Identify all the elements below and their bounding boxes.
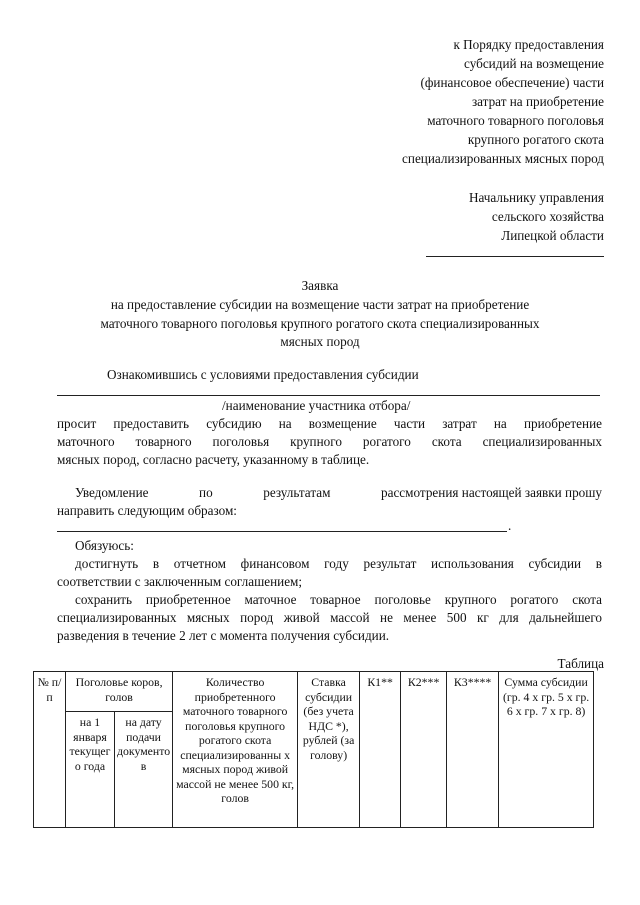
addressee-line: Начальнику управления [468,190,604,205]
request-line: мясных пород, согласно расчету, указанному в таблице. [57,452,370,467]
col-herd-date-header: на дату подачи документо в [115,712,173,828]
notice-line-2: направить следующим образом: [57,503,237,518]
addressee-signature-line [426,256,604,257]
annex-line: затрат на приобретение [471,94,604,109]
obligation-line: сохранить приобретенное маточное товарное поголовье крупного рогатого скота [75,592,602,607]
notice-line [75,484,602,502]
annex-line: специализированных мясных пород [402,151,604,166]
notice-word: результатам [263,485,331,500]
obligation-line: разведения в течение 2 лет с момента получения субсидии. [57,628,390,643]
title-line: маточного товарного поголовья крупного рогатого скота специализированных [100,316,540,331]
addressee-line: Липецкой области [501,228,604,243]
notice-end-period: . [508,518,512,533]
table-caption: Таблица [557,656,604,671]
col-herd-jan-header: на 1 января текущег о года [66,712,115,828]
subsidy-table [33,671,594,828]
title-line: на предоставление субсидии на возмещение части затрат на приобретение [110,297,530,312]
participant-caption: /наименование участника отбора/ [222,398,411,413]
col-sum-header: Сумма субсидии (гр. 4 х гр. 5 х гр. 6 х гр. 7 х гр. 8) [499,672,594,828]
oblige-heading: Обязуюсь: [75,538,134,553]
col-quantity-header: Количество приобретенного маточного товарного поголовья крупного рогатого скота специализированны х мясных пород живой массой не менее 500 кг, голов [173,672,298,828]
notice-word: Уведомление [75,485,149,500]
col-k1-header: К1** [360,672,401,828]
participant-name-line [57,395,600,396]
annex-line: маточного товарного поголовья [427,113,604,128]
addressee-line: сельского хозяйства [491,209,604,224]
intro-text: Ознакомившись с условиями предоставления субсидии [107,367,419,382]
notice-word: по [199,485,213,500]
request-line: просит предоставить субсидию на возмещение части затрат на приобретение [57,416,602,431]
col-k3-header: К3**** [447,672,499,828]
notice-word: рассмотрения настоящей заявки прошу [381,485,602,500]
request-line: маточного товарного поголовья крупного рогатого скота специализированных [57,434,602,449]
col-k2-header: К2*** [401,672,447,828]
obligation-line: соответствии с заключенным соглашением; [57,574,303,589]
annex-line: (финансовое обеспечение) части [420,75,604,90]
notice-method-line [57,531,507,532]
col-herd-header: Поголовье коров, голов [66,672,173,712]
obligation-line: достигнуть в отчетном финансовом году результат использования субсидии в [75,556,602,571]
obligation-line: специализированных мясных пород живой массой не менее 500 кг для дальнейшего [57,610,602,625]
title-line: мясных пород [280,334,360,349]
annex-line: к Порядку предоставления [453,37,604,52]
col-rate-header: Ставка субсидии (без учета НДС *), рублей (за голову) [298,672,360,828]
col-number-header: № п/п [34,672,66,828]
annex-line: субсидий на возмещение [464,56,604,71]
annex-line: крупного рогатого скота [467,132,604,147]
title-heading: Заявка [301,278,339,293]
